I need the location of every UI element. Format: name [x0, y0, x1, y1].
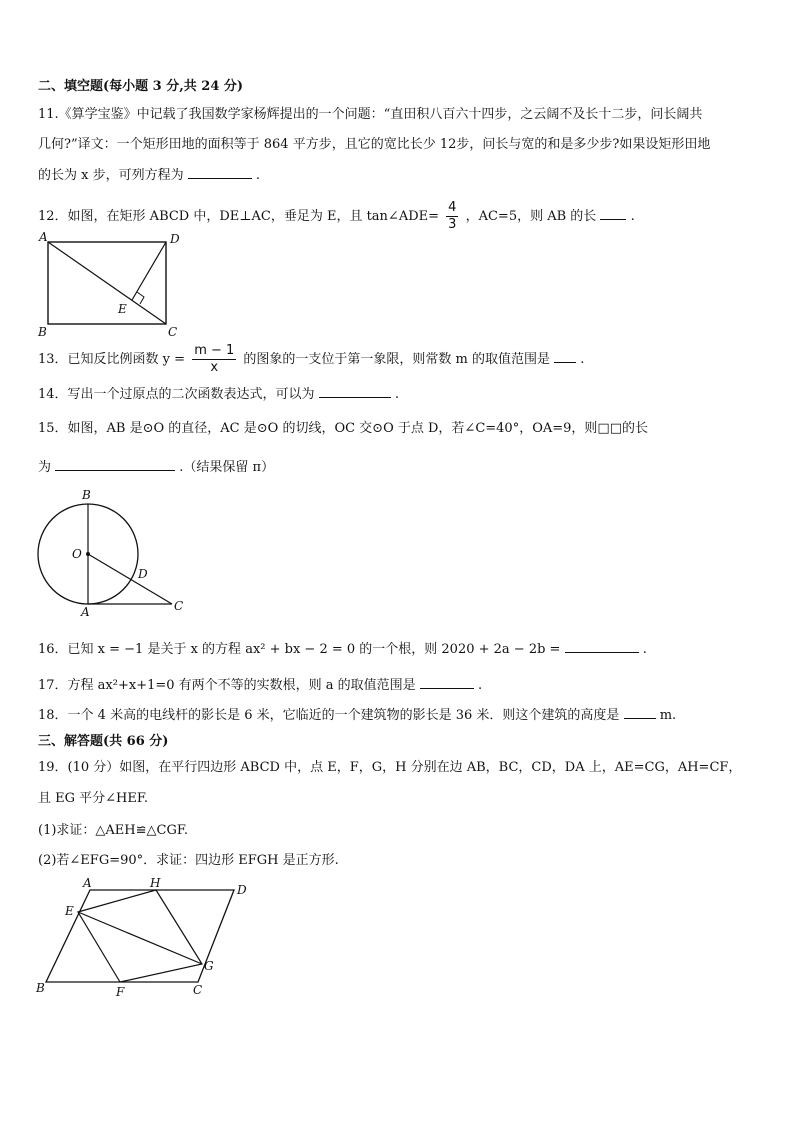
segment-de — [132, 242, 166, 300]
q15-circle-figure — [30, 486, 200, 616]
q15-answer-blank[interactable] — [55, 458, 175, 471]
quadrilateral-efgh — [78, 890, 202, 982]
center-dot — [86, 552, 90, 556]
q11-line2: 几何?”译文：一个矩形田地的面积等于 864 平方步，且它的宽比长少 12步，问长与宽的和是多少步?如果设矩形田地 — [38, 137, 711, 152]
q18-answer-blank[interactable] — [624, 706, 656, 719]
q17-answer-blank[interactable] — [420, 676, 474, 689]
q12-rectangle-figure — [34, 228, 184, 340]
label-E: E — [118, 302, 127, 316]
q19-line2: 且 EG 平分∠HEF. — [38, 791, 148, 806]
label-C: C — [193, 983, 203, 997]
q19-line1: 19．(10 分）如图，在平行四边形 ABCD 中，点 E，F，G，H 分别在边 AB，BC，CD，DA 上，AE=CG，AH=CF， — [38, 760, 742, 775]
q13-end: . — [580, 352, 585, 367]
label-B: B — [36, 981, 45, 995]
q15-line1: 15．如图，AB 是⊙O 的直径，AC 是⊙O 的切线，OC 交⊙O 于点 D，若∠C=40°，OA=9，则□□的长 — [38, 421, 648, 436]
label-D: D — [138, 567, 148, 581]
label-A: A — [39, 230, 48, 244]
label-B: B — [38, 325, 47, 339]
label-C: C — [174, 599, 184, 613]
q17-text: 17．方程 ax²+x+1=0 有两个不等的实数根，则 a 的取值范围是 — [38, 678, 416, 693]
label-D: D — [237, 883, 247, 897]
q15-line2 — [38, 458, 274, 477]
q13-frac-num: m − 1 — [194, 343, 235, 358]
q13-fraction — [192, 343, 236, 376]
q17-line — [38, 676, 482, 695]
q13-line — [38, 343, 584, 376]
segment-oc — [88, 554, 172, 604]
q11-line3 — [38, 166, 260, 185]
q12-end: . — [630, 209, 635, 224]
q14-text: 14．写出一个过原点的二次函数表达式，可以为 — [38, 387, 315, 402]
right-angle-mark — [137, 292, 144, 304]
diagonal-ac — [48, 242, 166, 324]
label-H: H — [150, 876, 161, 890]
label-A: A — [83, 876, 92, 890]
section-title: 二、填空题(每小题 3 分,共 24 分) — [38, 79, 244, 94]
section-title-3: 三、解答题(共 66 分) — [38, 734, 169, 749]
q15-text-b: .（结果保留 π） — [179, 460, 275, 475]
q11-line1: 11.《算学宝鉴》中记载了我国数学家杨辉提出的一个问题：“直田积八百六十四步，之云阔不及长十二步，问长阔共 — [38, 107, 703, 122]
q12-frac-num: 4 — [448, 200, 457, 215]
q16-text: 16．已知 x = −1 是关于 x 的方程 ax² + bx − 2 = 0 的一个根，则 2020 + 2a − 2b = — [38, 642, 561, 657]
q14-line — [38, 385, 399, 404]
q11-end: . — [255, 168, 261, 183]
q13-frac-den: x — [210, 360, 219, 375]
label-C: C — [168, 325, 178, 339]
q16-answer-blank[interactable] — [565, 640, 639, 653]
q16-end: . — [642, 642, 647, 657]
q11-text: 的长为 x 步，可列方程为 — [38, 168, 184, 183]
q12-fraction — [446, 200, 458, 233]
label-O: O — [72, 547, 82, 561]
q12-text-a: 12．如图，在矩形 ABCD 中，DE⊥AC，垂足为 E，且 tan∠ADE= — [38, 209, 440, 224]
label-E: E — [65, 904, 74, 918]
label-G: G — [204, 959, 214, 973]
label-F: F — [116, 985, 125, 999]
q13-answer-blank[interactable] — [554, 350, 576, 363]
q13-text-a: 13．已知反比例函数 y = — [38, 352, 186, 367]
q19-part1: (1)求证：△AEH≌△CGF. — [38, 823, 188, 838]
segment-eg — [78, 912, 202, 964]
q18-line — [38, 706, 676, 725]
label-B: B — [82, 488, 91, 502]
q12-answer-blank[interactable] — [600, 207, 626, 220]
q19-part2: (2)若∠EFG=90°．求证：四边形 EFGH 是正方形. — [38, 853, 339, 868]
label-D: D — [170, 232, 180, 246]
q17-end: . — [477, 678, 483, 693]
q14-end: . — [394, 387, 399, 402]
q15-text-a: 为 — [38, 460, 52, 475]
q13-text-b: 的图象的一支位于第一象限，则常数 m 的取值范围是 — [243, 352, 551, 367]
q11-answer-blank[interactable] — [188, 166, 252, 179]
q16-line — [38, 640, 647, 659]
q18-text: 18．一个 4 米高的电线杆的影长是 6 米，它临近的一个建筑物的影长是 36 米．则这个建筑的高度是 — [38, 708, 620, 723]
q14-answer-blank[interactable] — [319, 385, 391, 398]
q12-text-b: ，AC=5，则 AB 的长 — [465, 209, 597, 224]
q18-unit: m. — [659, 708, 677, 723]
q12-frac-den: 3 — [448, 217, 457, 232]
q19-parallelogram-figure — [30, 872, 260, 1002]
label-A: A — [81, 605, 90, 616]
